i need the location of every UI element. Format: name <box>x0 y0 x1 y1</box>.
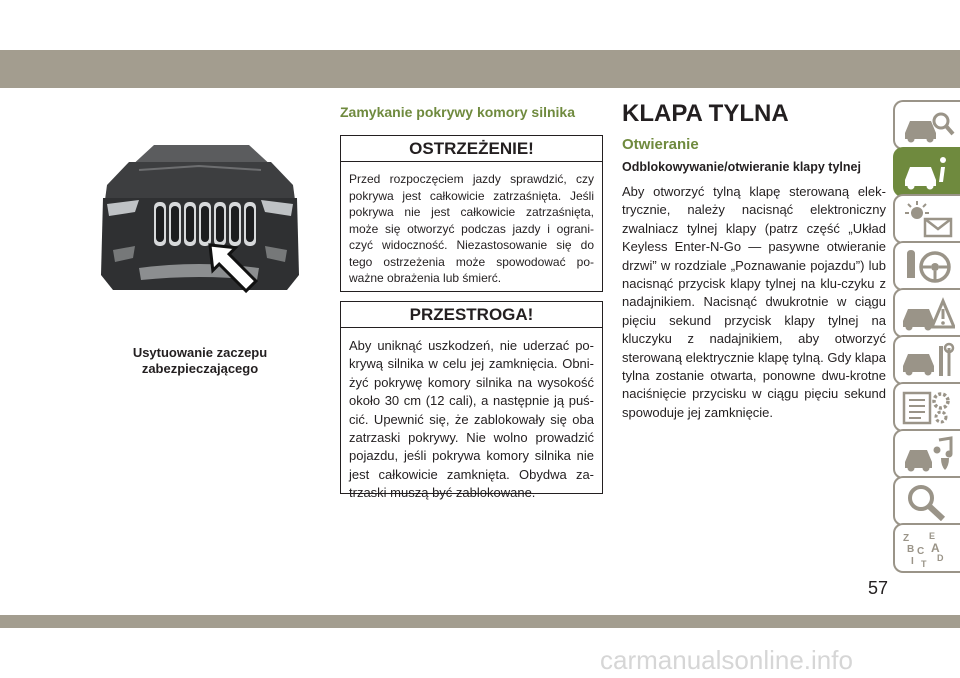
photo-caption <box>90 345 310 377</box>
car-info-icon <box>901 154 955 192</box>
warning-box <box>340 135 603 292</box>
caution-box <box>340 301 603 501</box>
tab-settings-list[interactable] <box>893 382 960 432</box>
tab-letter: A <box>931 541 940 555</box>
settings-list-icon <box>901 389 955 427</box>
caution-heading: PRZESTROGA! <box>341 302 602 328</box>
steering-wheel-icon <box>901 248 955 286</box>
tab-car-search[interactable] <box>893 100 960 150</box>
caption-line-2: zabezpieczającego <box>141 361 259 376</box>
caption-line-1: Usytuowanie zaczepu <box>132 345 268 360</box>
tab-letter: T <box>921 559 927 568</box>
tab-car-warning[interactable] <box>893 288 960 338</box>
warning-heading: OSTRZEŻENIE! <box>341 136 602 162</box>
watermark: carmanualsonline.info <box>600 645 853 675</box>
tab-letter: B <box>907 544 915 555</box>
tab-letter: I <box>911 556 914 567</box>
tab-letter: D <box>937 553 944 563</box>
tab-letter: Z <box>903 533 910 544</box>
liftgate-title: KLAPA TYLNA <box>622 100 789 127</box>
page-number: 57 <box>868 578 889 598</box>
tab-car-tools[interactable] <box>893 335 960 385</box>
multimedia-icon <box>901 436 955 474</box>
liftgate-body-text: Aby otworzyć tylną klapę sterowaną elek-trycznie, należy nacisnąć elektroniczny zwalniacz tylnej klapy (patrz część „Układ Keyless Enter-N-Go — pasywne otwieranie drzwi” w rozdziale „Poznawanie pojazdu”) lub nacisnąć przycisk klapy tylnej na klu-czyku z nadajnikiem. Nacisnąć dwukrotnie w ciągu pięciu sekund przycisk klapy tylnej na kluczyku z nadajnikiem, aby otworzyć sterowaną elektrycznie klapę tylną. Gdy klapa tylna zostanie otwarta, ponowne dwu-krotne naciśnięcie przycisku w ciągu pięciu sekund spowoduje jej zamknięcie. <box>622 184 886 420</box>
caution-text: Aby uniknąć uszkodzeń, nie uderzać po-krywą silnika w celu jej zamknięcia. Obni-żyć pokrywę komory silnika na wysokość około 30 cm (12 cali), a następnie ją puś-cić. Upewnić się, że zablokowały się oba zatrzaski pokrywy. Nie wolno prowadzić pojazdu, jeśli pokrywa komory silnika nie jest całkowicie zamknięta. Obydwa za-trzaski muszą być zablokowane. <box>349 338 594 501</box>
alphabet-index-icon <box>901 530 955 568</box>
opening-subtitle: Otwieranie <box>622 136 699 153</box>
magnifier-icon <box>901 483 955 521</box>
tab-multimedia[interactable] <box>893 429 960 479</box>
tab-letter: E <box>929 531 936 541</box>
tab-magnifier[interactable] <box>893 476 960 526</box>
hood-latch-photo <box>99 140 301 302</box>
top-decorative-band <box>0 50 960 88</box>
tab-steering-wheel[interactable] <box>893 241 960 291</box>
car-warning-icon <box>901 295 955 333</box>
tab-letter: C <box>917 546 925 557</box>
bottom-decorative-band <box>0 615 960 628</box>
tab-dashboard-lights[interactable] <box>893 194 960 244</box>
dashboard-lights-icon <box>901 201 955 239</box>
car-tools-icon <box>901 342 955 380</box>
hood-closing-title: Zamykanie pokrywy komory silnika <box>340 104 575 120</box>
tab-car-info[interactable] <box>893 147 960 197</box>
warning-text: Przed rozpoczęciem jazdy sprawdzić, czy pokrywa jest całkowicie zatrzaśnięta. Jeśli pokrywa nie jest całkowicie zatrzaśnięta, może się otworzyć podczas jazdy i ograni-czyć widoczność. Niezastosowanie się do tego ostrzeżenia może spowodować po-ważne obrażenia lub śmierć. <box>349 172 594 285</box>
tab-alphabet-index[interactable] <box>893 523 960 573</box>
car-search-icon <box>901 107 955 145</box>
unlock-open-subheading: Odblokowywanie/otwieranie klapy tylnej <box>622 160 861 174</box>
